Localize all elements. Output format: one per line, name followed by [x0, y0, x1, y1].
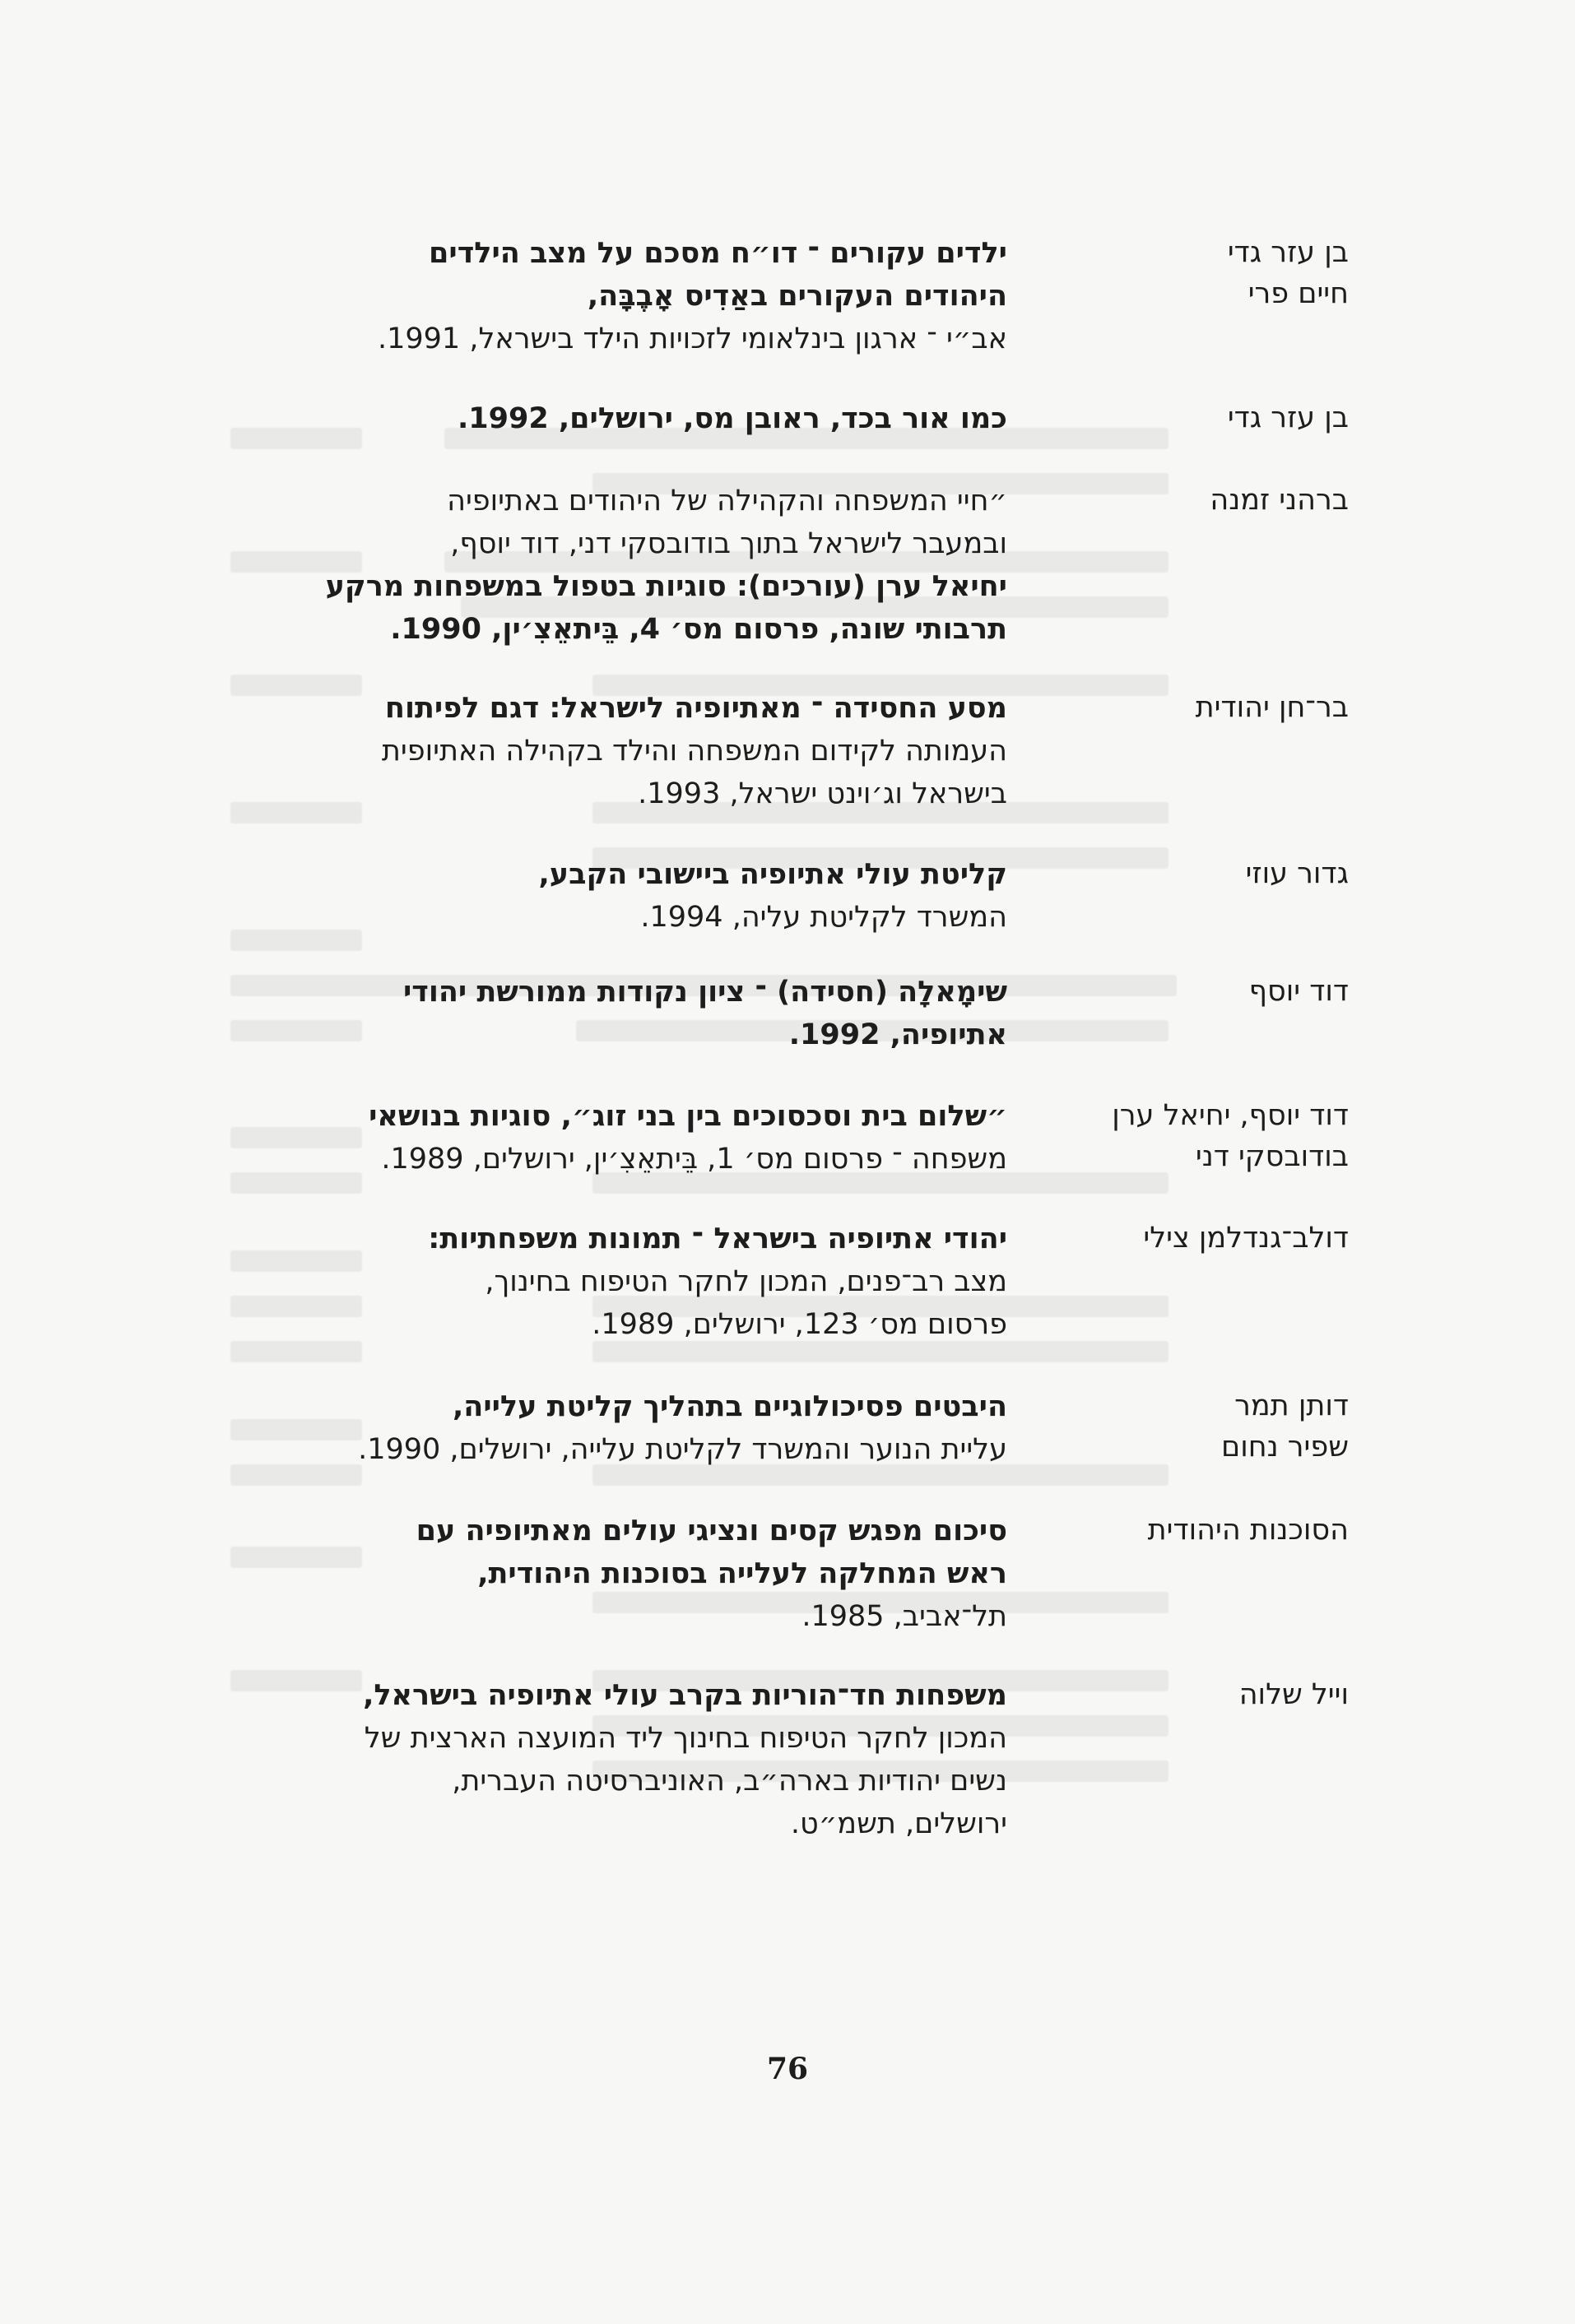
entry-authors — [1077, 1674, 1349, 1715]
entry-authors — [1077, 1510, 1349, 1551]
reference-line: סיכום מפגש קסים ונציגי עולים מאתיופיה עם — [416, 1515, 1007, 1547]
entry-authors — [1077, 687, 1349, 728]
author-name: שפיר נחום — [1220, 1431, 1349, 1464]
author-name: דוד יוסף — [1248, 975, 1349, 1008]
author-name: בודובסקי דני — [1195, 1140, 1349, 1173]
reference-line: כמו אור בכד, ראובן מס, ירושלים, 1992. — [457, 402, 1007, 435]
entry-reference — [234, 1218, 1007, 1346]
entry-reference — [234, 232, 1007, 360]
reference-line: בישראל וג׳וינט ישראל, 1993. — [638, 777, 1007, 810]
reference-line: ראש המחלקה לעלייה בסוכנות היהודית, — [477, 1557, 1007, 1590]
reference-line: תל־אביב, 1985. — [801, 1600, 1007, 1633]
entry-reference — [234, 687, 1007, 815]
reference-line: ״חיי המשפחה והקהילה של היהודים באתיופיה — [447, 485, 1007, 517]
entry-reference — [234, 853, 1007, 939]
reference-line: המכון לחקר הטיפוח בחינוך ליד המועצה הארצית של — [364, 1722, 1007, 1755]
entry-authors — [1077, 397, 1349, 438]
reference-line: היהודים העקורים באַדִיס אָבֶבָּה, — [587, 280, 1007, 313]
entry-reference — [234, 480, 1007, 651]
author-name: ברהני זמנה — [1210, 484, 1349, 517]
author-name: בן עזר גדי — [1227, 401, 1349, 434]
reference-line: עליית הנוער והמשרד לקליטת עלייה, ירושלים, 1990. — [358, 1433, 1007, 1466]
entry-authors — [1077, 1095, 1349, 1177]
reference-line: מצב רב־פנים, המכון לחקר הטיפוח בחינוך, — [485, 1265, 1007, 1298]
page-number: 76 — [766, 2052, 809, 2086]
reference-line: ובמעבר לישראל בתוך בודובסקי דני, דוד יוסף, — [450, 527, 1007, 560]
entry-reference — [234, 971, 1007, 1056]
author-name: בר־חן יהודית — [1195, 691, 1349, 724]
entry-authors — [1077, 971, 1349, 1012]
reference-line: אב״י ־ ארגון בינלאומי לזכויות הילד בישראל, 1991. — [377, 322, 1007, 355]
entry-reference — [234, 397, 1007, 440]
reference-line: נשים יהודיות בארה״ב, האוניברסיטה העברית, — [452, 1765, 1007, 1798]
entry-reference — [234, 1674, 1007, 1845]
entry-reference — [234, 1510, 1007, 1638]
author-name: חיים פרי — [1247, 277, 1349, 310]
author-name: הסוכנות היהודית — [1147, 1514, 1349, 1547]
entry-authors — [1077, 480, 1349, 521]
author-name: דוד יוסף, יחיאל ערן — [1112, 1099, 1349, 1132]
reference-line: משפחה ־ פרסום מס׳ 1, בֵּיתאֵצִ׳ין, ירושלים, 1989. — [381, 1143, 1007, 1176]
reference-line: היבטים פסיכולוגיים בתהליך קליטת עלייה, — [452, 1390, 1007, 1423]
entry-authors — [1077, 1385, 1349, 1468]
reference-line: המשרד לקליטת עליה, 1994. — [640, 901, 1007, 934]
reference-line: יהודי אתיופיה בישראל ־ תמונות משפחתיות: — [428, 1222, 1007, 1255]
reference-line: משפחות חד־הוריות בקרב עולי אתיופיה בישראל, — [363, 1679, 1007, 1712]
author-name: גדור עוזי — [1245, 857, 1349, 890]
reference-line: מסע החסידה ־ מאתיופיה לישראל: דגם לפיתוח — [384, 692, 1007, 725]
reference-line: פרסום מס׳ 123, ירושלים, 1989. — [592, 1308, 1007, 1341]
reference-line: העמותה לקידום המשפחה והילד בקהילה האתיופית — [381, 735, 1007, 768]
author-name: דולב־גנדלמן צילי — [1143, 1222, 1349, 1255]
author-name: וייל שלוה — [1238, 1678, 1349, 1711]
reference-line: ילדים עקורים ־ דו״ח מסכם על מצב הילדים — [429, 237, 1007, 270]
reference-line: יחיאל ערן (עורכים): סוגיות בטפול במשפחות מרקע — [325, 570, 1007, 603]
entry-authors — [1077, 1218, 1349, 1259]
author-name: בן עזר גדי — [1227, 236, 1349, 269]
entry-authors — [1077, 232, 1349, 314]
reference-line: תרבותי שונה, פרסום מס׳ 4, בֵּיתאֵצִ׳ין, 1990. — [390, 613, 1007, 646]
reference-line: שימָאלָה (חסידה) ־ ציון נקודות ממורשת יהודי — [402, 976, 1007, 1009]
entry-reference — [234, 1385, 1007, 1471]
reference-line: ״שלום בית וסכסוכים בין בני זוג״, סוגיות בנושאי — [369, 1100, 1007, 1133]
entry-reference — [234, 1095, 1007, 1181]
reference-line: ירושלים, תשמ״ט. — [790, 1807, 1007, 1840]
entry-authors — [1077, 853, 1349, 894]
author-name: דותן תמר — [1234, 1389, 1349, 1422]
reference-line: אתיופיה, 1992. — [788, 1018, 1007, 1051]
reference-line: קליטת עולי אתיופיה ביישובי הקבע, — [538, 858, 1007, 891]
